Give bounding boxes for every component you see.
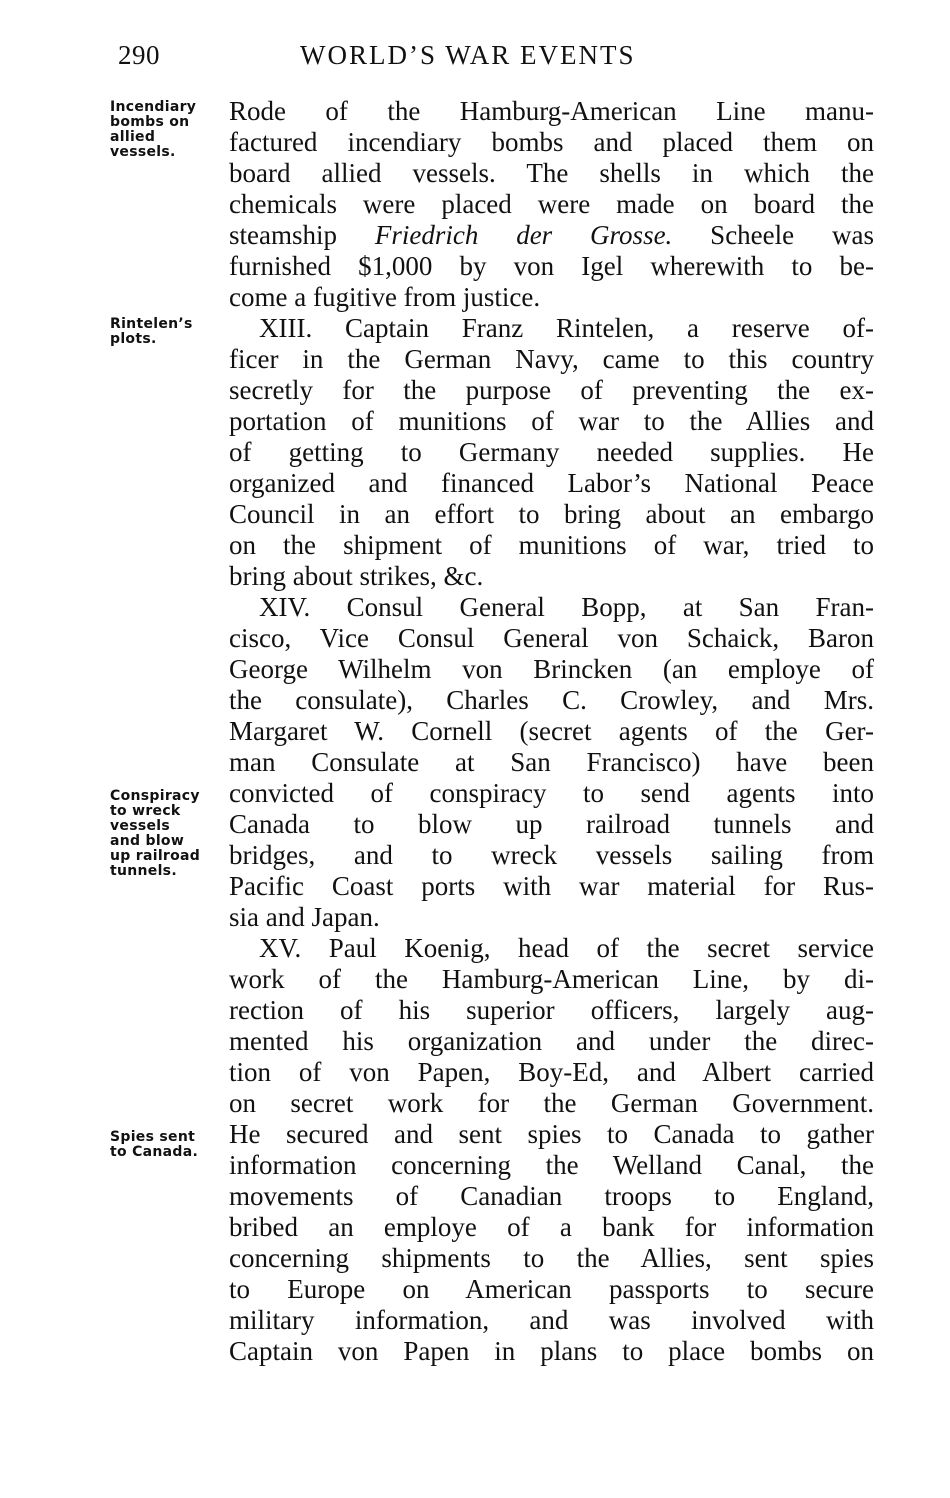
text-line: mented his organization and under the direc- (229, 1026, 874, 1056)
text-line: cisco, Vice Consul General von Schaick, Baron (229, 623, 874, 653)
margin-note-line: plots. (110, 331, 157, 347)
text-line: on the shipment of munitions of war, tried to (229, 530, 874, 560)
margin-note-line: to Canada. (110, 1144, 199, 1160)
text-line: Council in an effort to bring about an embargo (229, 499, 874, 529)
text-line: concerning shipments to the Allies, sent spies (229, 1243, 874, 1273)
text-line: sia and Japan. (229, 902, 380, 932)
margin-note-line: to wreck (110, 803, 181, 819)
text-line: of getting to Germany needed supplies. He (229, 437, 874, 467)
ship-name: Friedrich der Grosse. (374, 220, 673, 250)
text-run: steamship (229, 220, 375, 250)
text-line: George Wilhelm von Brincken (an employe of (229, 654, 874, 684)
margin-note-line: Conspiracy (110, 788, 200, 804)
text-line: Captain von Papen in plans to place bombs on (229, 1336, 874, 1366)
running-title: WORLD’S WAR EVENTS (300, 40, 636, 70)
margin-note-conspiracy (110, 789, 228, 879)
text-line: furnished $1,000 by von Igel wherewith to be- (229, 251, 874, 281)
text-line: bridges, and to wreck vessels sailing from (229, 840, 874, 870)
text-line: the consulate), Charles C. Crowley, and Mrs. (229, 685, 874, 715)
text-line: factured incendiary bombs and placed them on (229, 127, 874, 157)
text-line: Pacific Coast ports with war material for Rus- (229, 871, 874, 901)
margin-note-line: up railroad (110, 848, 201, 864)
text-line: XV. Paul Koenig, head of the secret service (259, 933, 874, 963)
text-line: on secret work for the German Government. (229, 1088, 874, 1118)
text-line: man Consulate at San Francisco) have been (229, 747, 874, 777)
text-run: Scheele was (672, 220, 874, 250)
margin-note-rintelen (110, 317, 228, 347)
text-line: XIII. Captain Franz Rintelen, a reserve of- (259, 313, 874, 343)
text-line: Margaret W. Cornell (secret agents of the Ger- (229, 716, 874, 746)
text-line: come a fugitive from justice. (229, 282, 541, 312)
page-number: 290 (118, 40, 160, 70)
text-line: rection of his superior officers, largely aug- (229, 995, 874, 1025)
text-line: ficer in the German Navy, came to this country (229, 344, 874, 374)
text-line: Rode of the Hamburg-American Line manu- (229, 96, 874, 126)
margin-note-line: bombs on (110, 114, 190, 130)
margin-note-spies (110, 1130, 228, 1160)
margin-note-line: Rintelen’s (110, 316, 193, 332)
text-line: tion of von Papen, Boy-Ed, and Albert carried (229, 1057, 874, 1087)
text-line: chemicals were placed were made on board the (229, 189, 874, 219)
text-line: convicted of conspiracy to send agents into (229, 778, 874, 808)
text-line (229, 220, 874, 251)
text-line: movements of Canadian troops to England, (229, 1181, 874, 1211)
text-line: XIV. Consul General Bopp, at San Fran- (259, 592, 874, 622)
margin-note-line: vessels (110, 818, 171, 834)
text-line: information concerning the Welland Canal, the (229, 1150, 874, 1180)
text-line: organized and financed Labor’s National Peace (229, 468, 874, 498)
text-line: He secured and sent spies to Canada to gather (229, 1119, 874, 1149)
page-header (118, 40, 878, 80)
margin-note-line: and blow (110, 833, 185, 849)
text-line: bribed an employe of a bank for information (229, 1212, 874, 1242)
margin-note-line: Incendiary (110, 99, 197, 115)
text-line: board allied vessels. The shells in which the (229, 158, 874, 188)
text-line: portation of munitions of war to the Allies and (229, 406, 874, 436)
text-line: military information, and was involved with (229, 1305, 874, 1335)
margin-note-line: allied (110, 129, 156, 145)
margin-note-line: tunnels. (110, 863, 177, 879)
text-line: Canada to blow up railroad tunnels and (229, 809, 874, 839)
margin-note-incendiary (110, 100, 228, 160)
margin-note-line: Spies sent (110, 1129, 196, 1145)
text-line: work of the Hamburg-American Line, by di- (229, 964, 874, 994)
text-line: secretly for the purpose of preventing the ex- (229, 375, 874, 405)
text-line: to Europe on American passports to secure (229, 1274, 874, 1304)
margin-note-line: vessels. (110, 144, 176, 160)
text-line: bring about strikes, &c. (229, 561, 484, 591)
